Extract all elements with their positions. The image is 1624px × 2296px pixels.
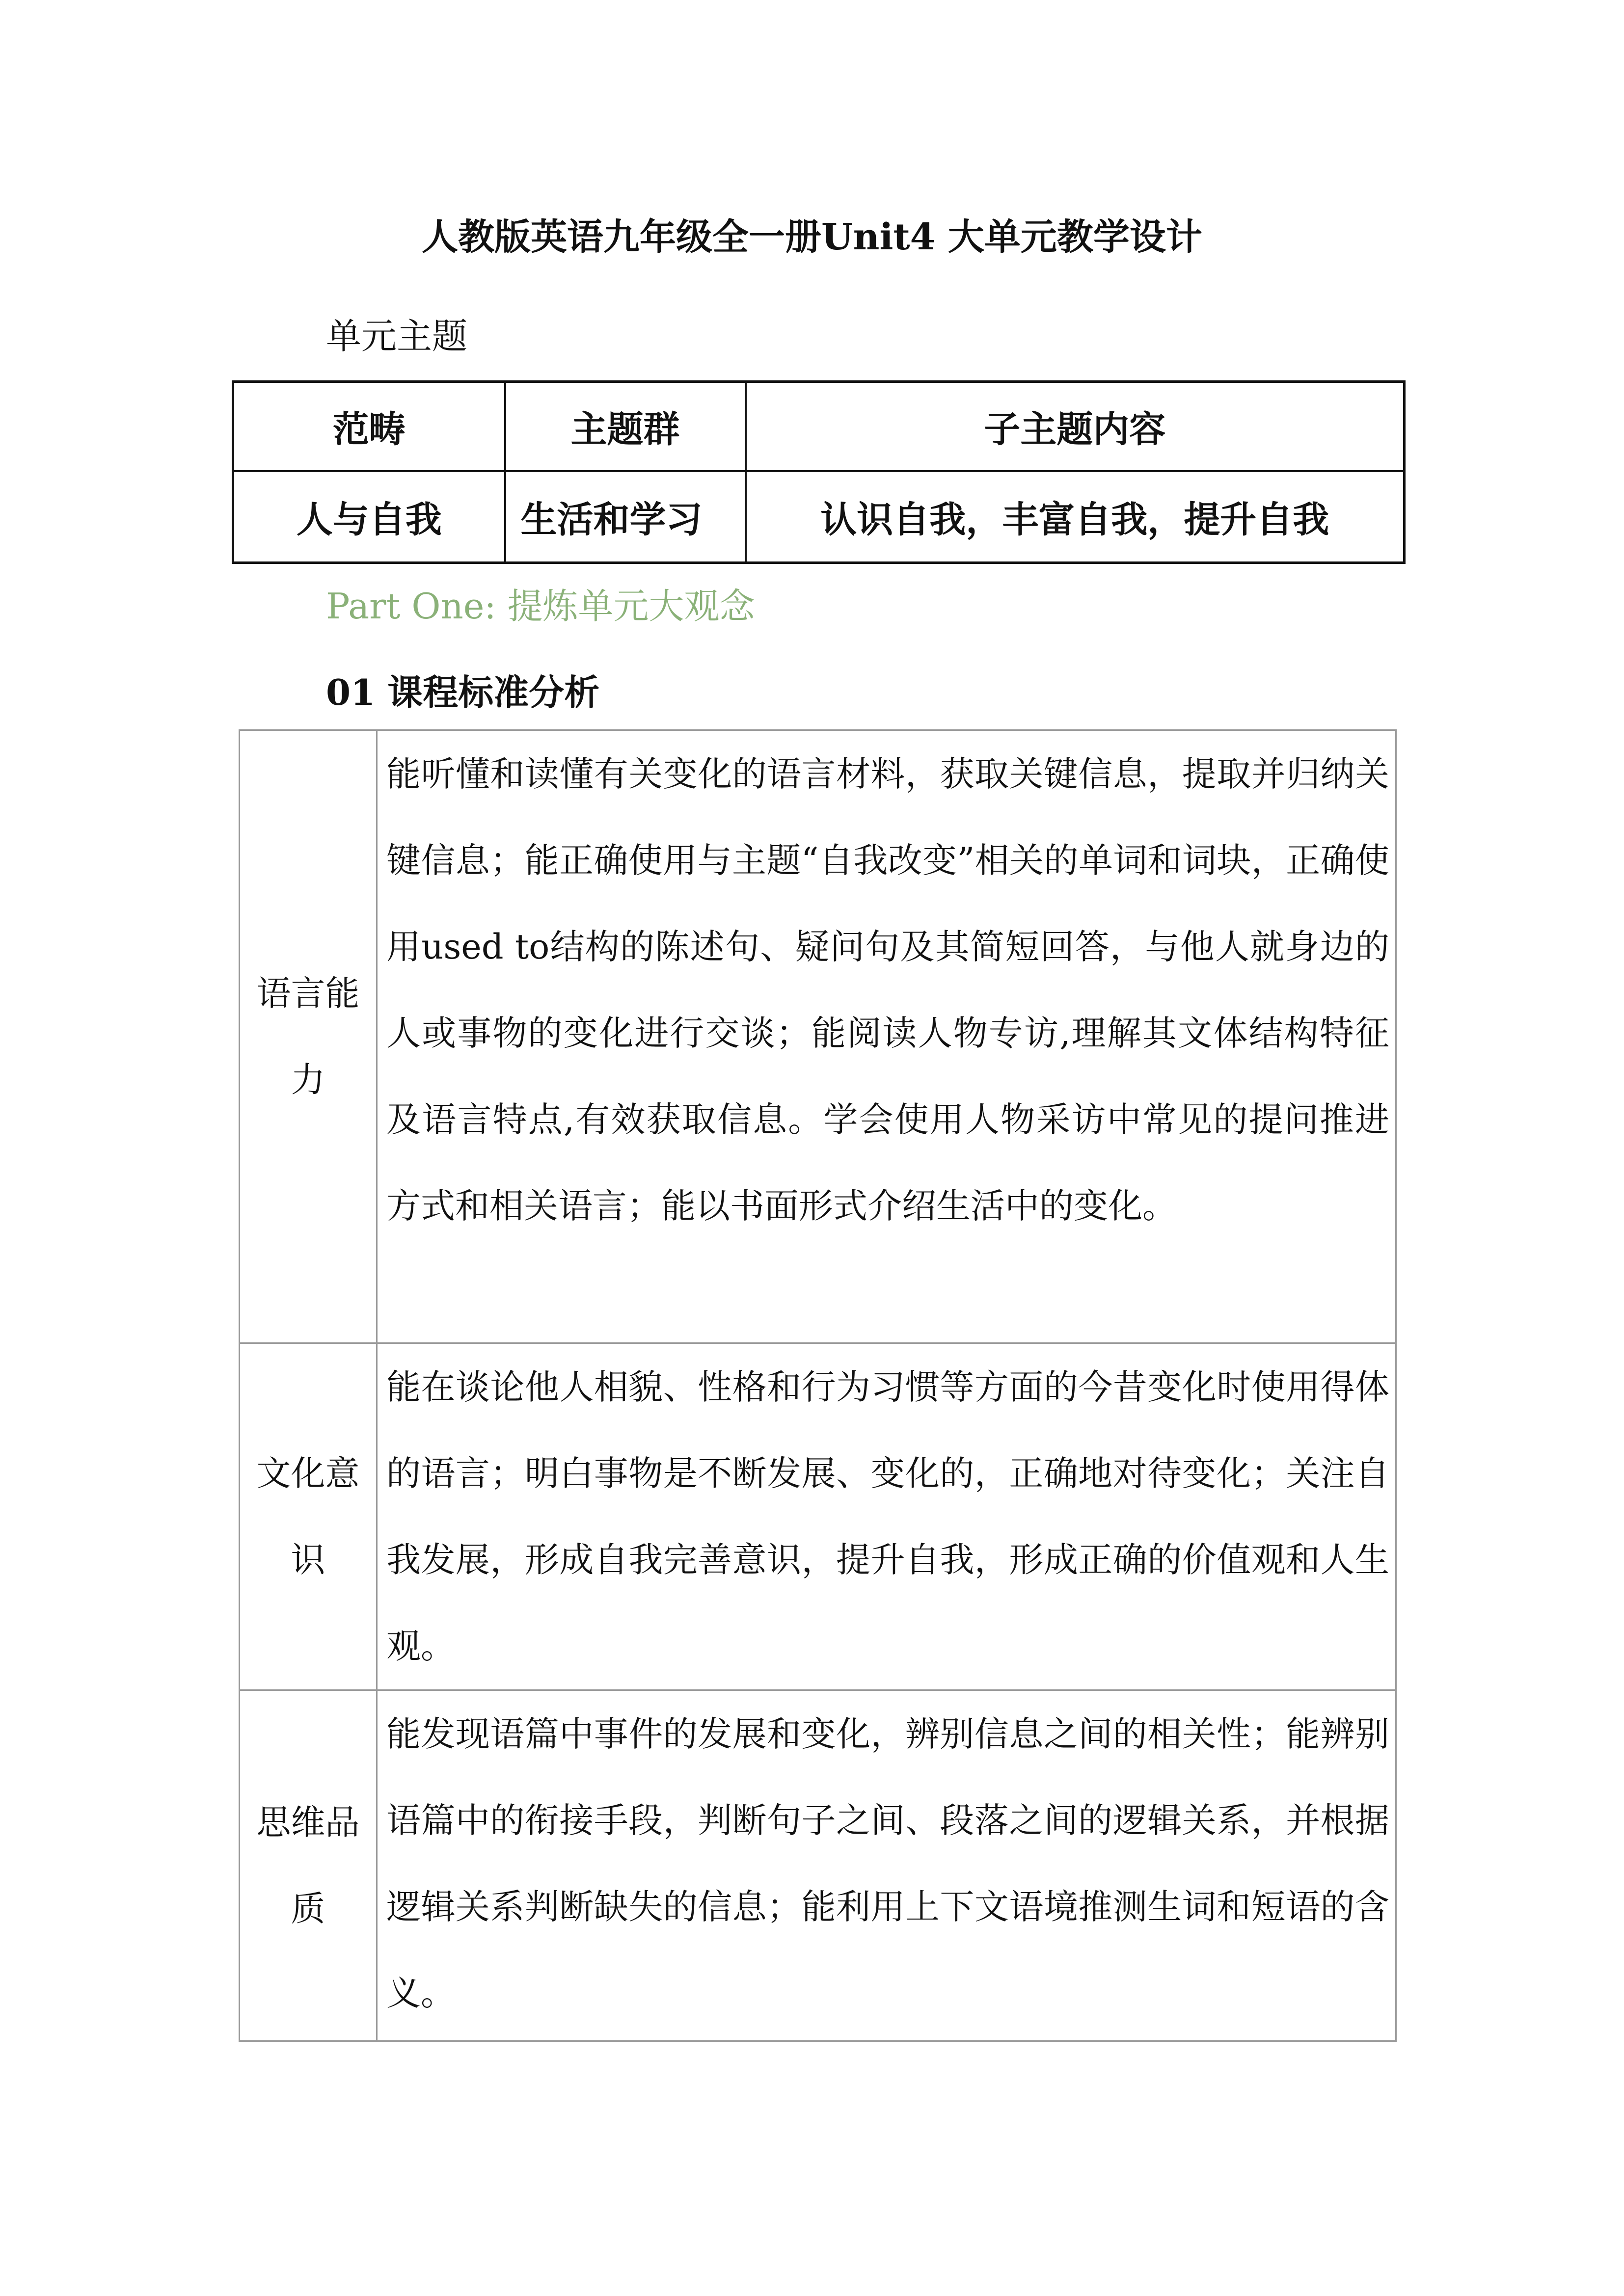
unit-theme-label: 单元主题 <box>326 316 468 357</box>
table-row <box>240 730 1396 1343</box>
theme-table-header-row <box>233 382 1405 472</box>
header-theme-group: 主题群 <box>505 382 746 472</box>
row-category-thinking: 思维品质 <box>240 1690 377 2041</box>
row-category-language: 语言能力 <box>240 730 377 1343</box>
row-category-culture: 文化意识 <box>240 1343 377 1690</box>
table-row <box>240 1343 1396 1690</box>
curriculum-standards-table <box>239 729 1397 2042</box>
row-description-culture: 能在谈论他人相貌、性格和行为习惯等方面的今昔变化时使用得体的语言；明白事物是不断发展、变化的，正确地对待变化；关注自我发展，形成自我完善意识，提升自我，形成正确的价值观和人生观。 <box>377 1343 1396 1690</box>
cell-subtheme-content: 认识自我，丰富自我，提升自我 <box>746 471 1405 563</box>
cell-theme-group: 生活和学习 <box>505 471 746 563</box>
cell-category: 人与自我 <box>233 471 505 563</box>
header-category: 范畴 <box>233 382 505 472</box>
theme-table-row <box>233 471 1405 563</box>
row-description-language: 能听懂和读懂有关变化的语言材料，获取关键信息，提取并归纳关键信息；能正确使用与主题“自我改变”相关的单词和词块，正确使用used to结构的陈述句、疑问句及其简短回答，与他人就身边的人或事物的变化进行交谈；能阅读人物专访,理解其文体结构特征及语言特点,有效获取信息。学会使用人物采访中常见的提问推进方式和相关语言；能以书面形式介绍生活中的变化。 <box>377 730 1396 1343</box>
row-description-thinking: 能发现语篇中事件的发展和变化，辨别信息之间的相关性；能辨别语篇中的衔接手段，判断句子之间、段落之间的逻辑关系，并根据逻辑关系判断缺失的信息；能利用上下文语境推测生词和短语的含义。 <box>377 1690 1396 2041</box>
page-title: 人教版英语九年级全一册Unit4 大单元教学设计 <box>422 216 1202 258</box>
unit-theme-table <box>232 380 1406 564</box>
part-one-heading: Part One: 提炼单元大观念 <box>326 586 755 627</box>
table-row <box>240 1690 1396 2041</box>
section-01-heading: 01 课程标准分析 <box>326 671 600 713</box>
header-subtheme-content: 子主题内容 <box>746 382 1405 472</box>
